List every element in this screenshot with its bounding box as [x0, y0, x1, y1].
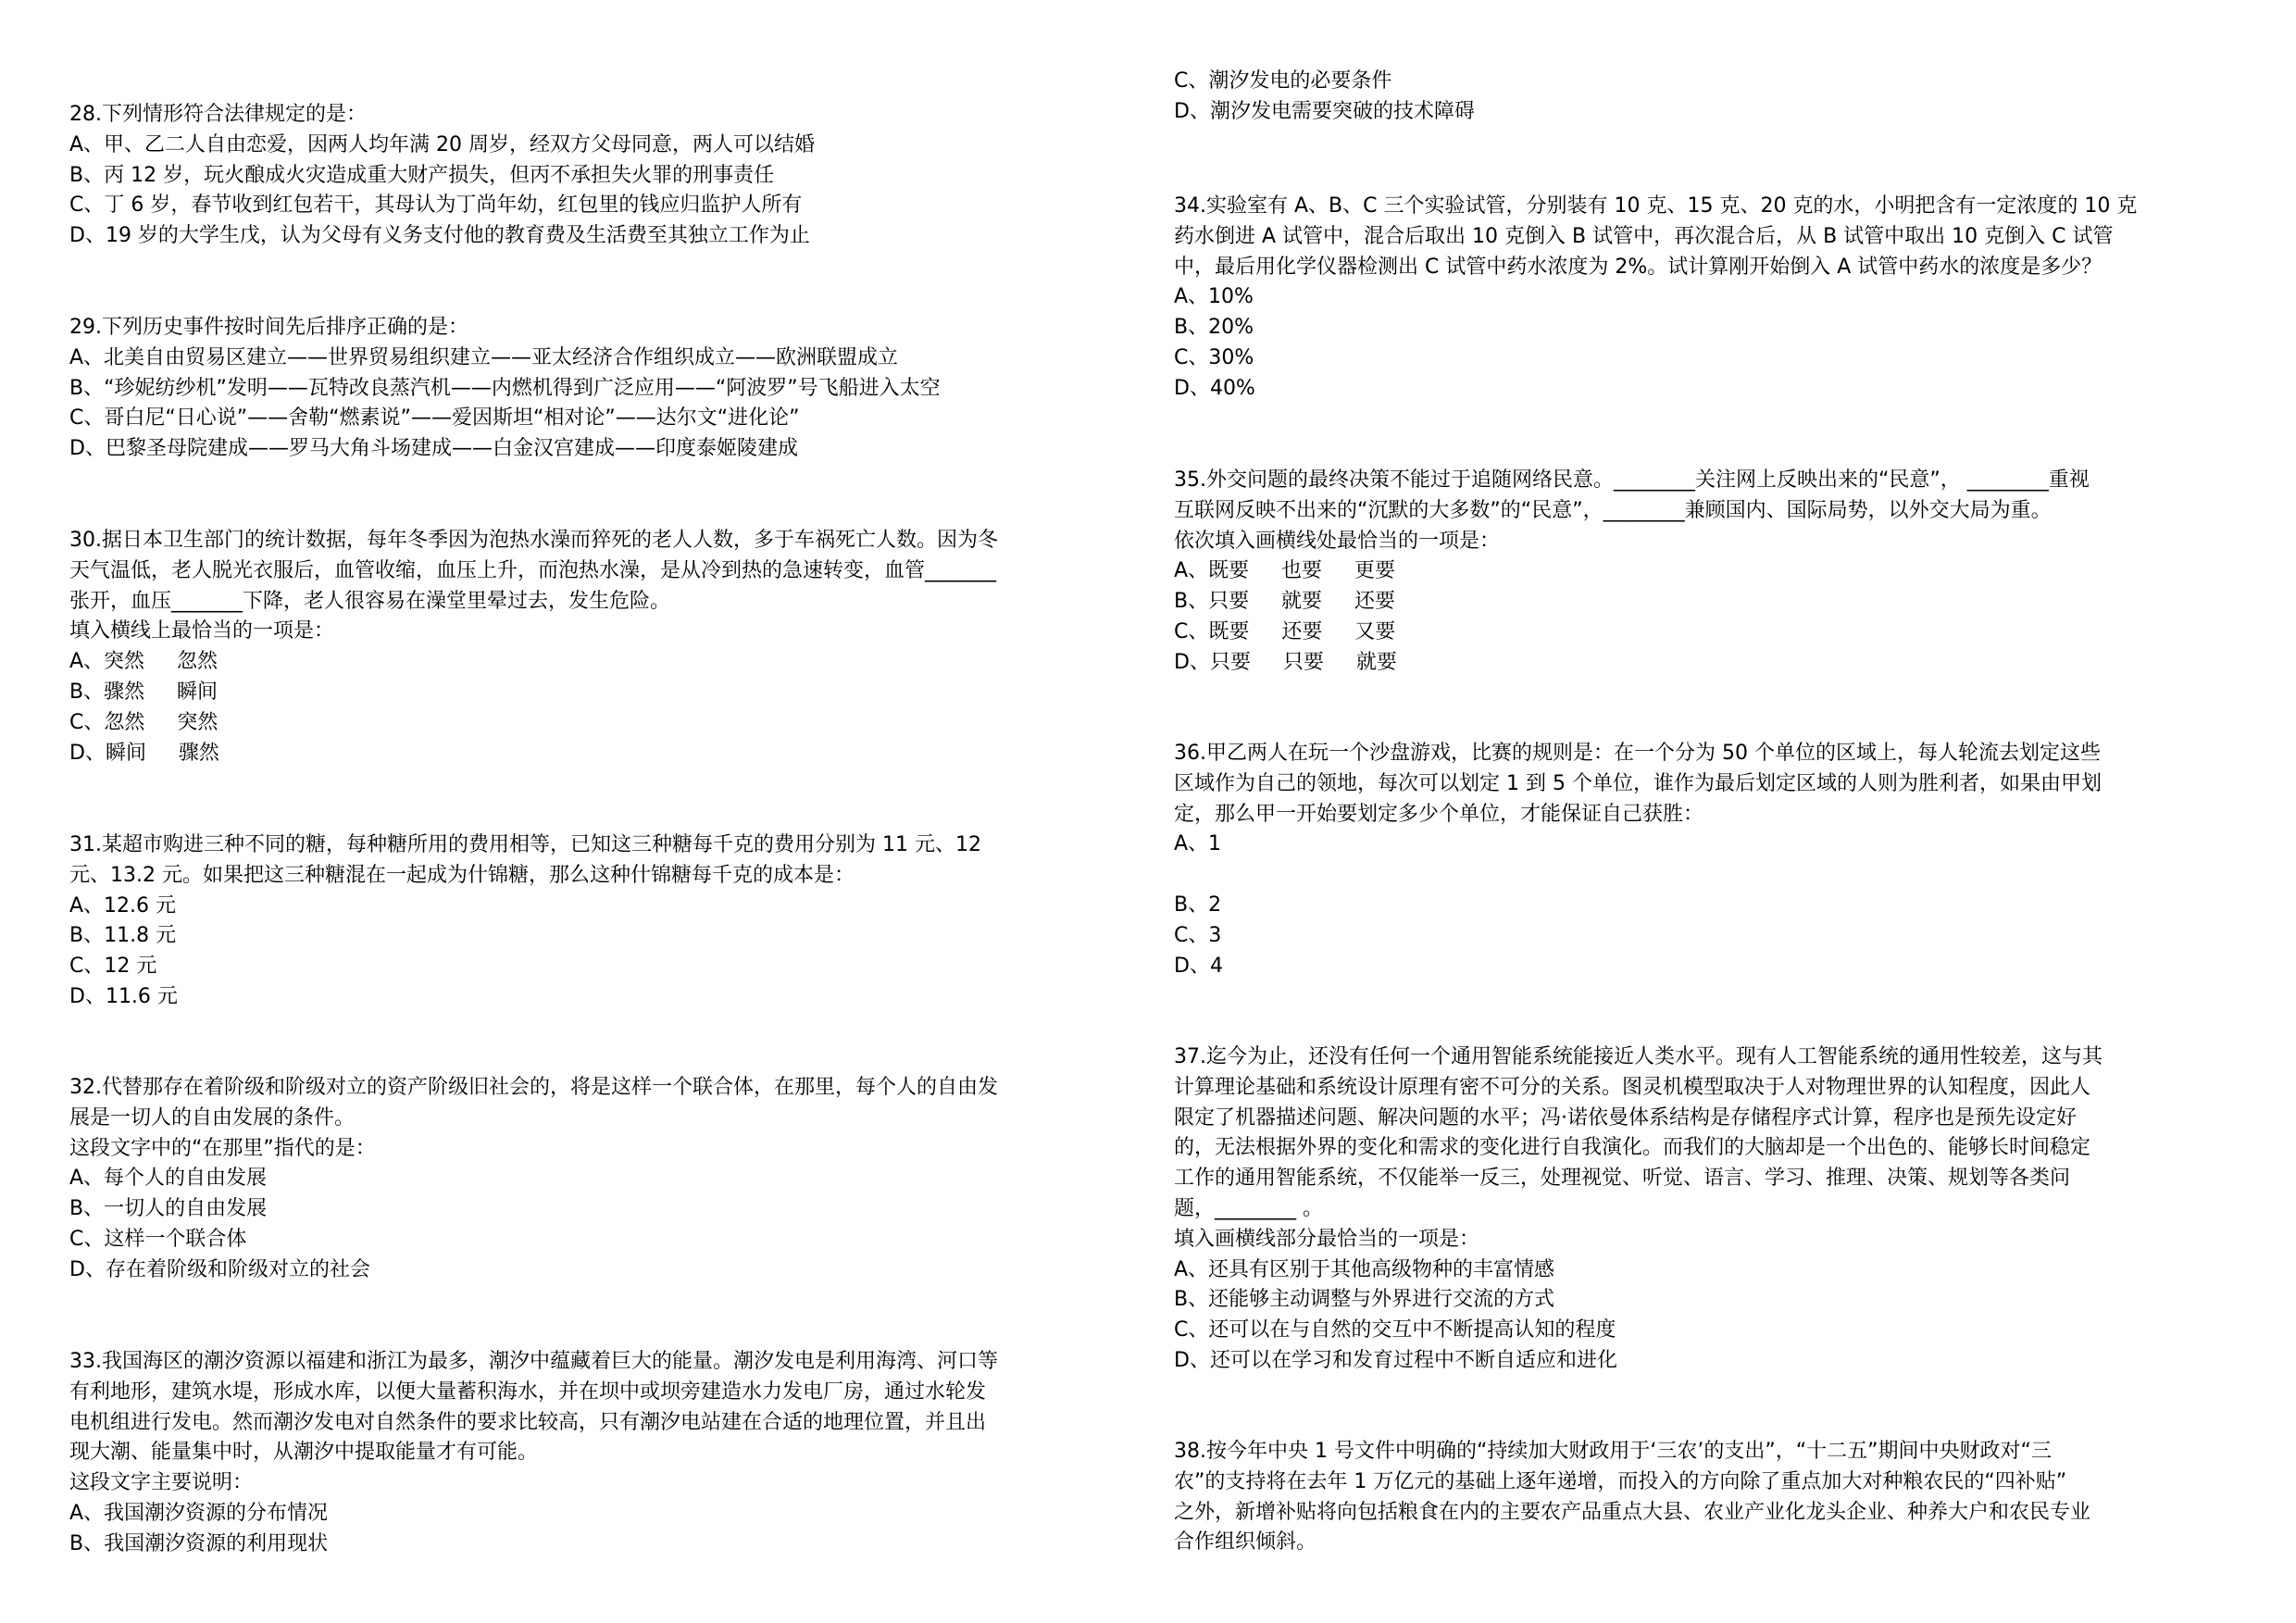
question-text-line: 填入画横线部分最恰当的一项是： — [1174, 1227, 1480, 1251]
question-stem-line: 28.下列情形符合法律规定的是： — [69, 103, 367, 126]
question-text-line: 区域作为自己的领地，每次可以划定 1 到 5 个单位，谁作为最后划定区域的人则为胜利者，如果由甲划 — [1174, 771, 2102, 795]
question-stem-line: 30.据日本卫生部门的统计数据，每年冬季因为泡热水澡而猝死的老人人数，多于车祸死亡人数。因为冬 — [69, 529, 998, 552]
question-text-line: B、“珍妮纺纱机”发明——瓦特改良蒸汽机——内燃机得到广泛应用——“阿波罗”号飞船进入太空 — [69, 376, 941, 400]
question-text-line: D、4 — [1174, 954, 1223, 978]
question-text-line: D、巴黎圣母院建成——罗马大角斗场建成——白金汉宫建成——印度泰姬陵建成 — [69, 437, 798, 461]
question-text-line: 中，最后用化学仪器检测出 C 试管中药水浓度为 2%。试计算刚开始倒入 A 试管中药水的浓度是多少？ — [1174, 255, 2103, 279]
question-text-line: D、存在着阶级和阶级对立的社会 — [69, 1257, 370, 1281]
question-text-line: C、哥白尼“日心说”——舍勒“燃素说”——爱因斯坦“相对论”——达尔文“进化论” — [69, 406, 800, 431]
question-text-line: A、突然 忽然 — [69, 650, 218, 674]
question-text-line: B、骤然 瞬间 — [69, 680, 218, 704]
question-stem-line: 38.按今年中央 1 号文件中明确的“持续加大财政用于‘三农’的支出”，“十二五”期间中央财政对“三 — [1174, 1440, 2052, 1463]
question-text-line: B、一切人的自由发展 — [69, 1197, 268, 1221]
question-text-line: D、瞬间 骤然 — [69, 741, 219, 765]
question-text-line: C、忽然 突然 — [69, 710, 218, 734]
question-text-line: C、还可以在与自然的交互中不断提高认知的程度 — [1174, 1318, 1616, 1342]
question-text-line: 展是一切人的自由发展的条件。 — [69, 1105, 356, 1130]
question-text-line: 有利地形，建筑水堤，形成水库，以便大量蓄积海水，并在坝中或坝旁建造水力发电厂房，通过水轮发 — [69, 1380, 987, 1404]
question-text-line: A、每个人的自由发展 — [69, 1167, 268, 1191]
question-stem-line: 36.甲乙两人在玩一个沙盘游戏，比赛的规则是：在一个分为 50 个单位的区域上，每人轮流去划定这些 — [1174, 742, 2101, 765]
question-text-line: A、10% — [1174, 285, 1254, 309]
question-stem-line: 29.下列历史事件按时间先后排序正确的是： — [69, 316, 468, 339]
question-stem-line: 31.某超市购进三种不同的糖，每种糖所用的费用相等，已知这三种糖每千克的费用分别为 11 元、12 — [69, 833, 981, 856]
question-text-line: A、还具有区别于其他高级物种的丰富情感 — [1174, 1257, 1555, 1281]
question-text-line: 限定了机器描述问题、解决问题的水平；冯·诺依曼体系结构是存储程序式计算，程序也是预先设定好 — [1174, 1105, 2077, 1130]
question-text-line: D、还可以在学习和发育过程中不断自适应和进化 — [1174, 1349, 1617, 1372]
question-text-line: 互联网反映不出来的“沉默的大多数”的“民意”，________兼顾国内、国际局势，以外交大局为重。 — [1174, 498, 2052, 522]
question-text-line: A、1 — [1174, 832, 1222, 856]
question-text-line: B、20% — [1174, 316, 1254, 340]
question-text-line: 这段文字中的“在那里”指代的是： — [69, 1136, 376, 1160]
question-text-line: D、只要 只要 就要 — [1174, 650, 1397, 674]
question-stem-line: C、潮汐发电的必要条件 — [1174, 69, 1392, 93]
question-text-line: A、甲、乙二人自由恋爱，因两人均年满 20 周岁，经双方父母同意，两人可以结婚 — [69, 132, 816, 156]
question-stem-line: 34.实验室有 A、B、C 三个实验试管，分别装有 10 克、15 克、20 克的水，小明把含有一定浓度的 10 克 — [1174, 194, 2138, 218]
question-text-line: 工作的通用智能系统，不仅能举一反三，处理视觉、听觉、语言、学习、推理、决策、规划等各类问 — [1174, 1167, 2071, 1191]
question-text-line: A、12.6 元 — [69, 893, 177, 918]
question-text-line: C、12 元 — [69, 955, 157, 979]
question-text-line: C、3 — [1174, 923, 1222, 947]
question-text-line: 现大潮、能量集中时，从潮汐中提取能量才有可能。 — [69, 1441, 539, 1465]
question-text-line: D、40% — [1174, 376, 1255, 400]
question-text-line: 合作组织倾斜。 — [1174, 1530, 1317, 1554]
question-text-line: 填入横线上最恰当的一项是： — [69, 619, 335, 643]
question-text-line: 计算理论基础和系统设计原理有密不可分的关系。图灵机模型取决于人对物理世界的认知程度，因此人 — [1174, 1075, 2091, 1099]
question-text-line: 题，________ 。 — [1174, 1197, 1323, 1220]
question-text-line: D、19 岁的大学生戊，认为父母有义务支付他的教育费及生活费至其独立工作为止 — [69, 224, 810, 248]
question-text-line: C、既要 还要 又要 — [1174, 620, 1396, 643]
question-text-line: 电机组进行发电。然而潮汐发电对自然条件的要求比较高，只有潮汐电站建在合适的地理位置，并且出 — [69, 1410, 987, 1434]
question-text-line: 元、13.2 元。如果把这三种糖混在一起成为什锦糖，那么这种什锦糖每千克的成本是： — [69, 863, 855, 887]
question-text-line: 之外，新增补贴将向包括粮食在内的主要农产品重点大县、农业产业化龙头企业、种养大户和农民专业 — [1174, 1500, 2091, 1524]
question-text-line: 药水倒进 A 试管中，混合后取出 10 克倒入 B 试管中，再次混合后，从 B 试管中取出 10 克倒入 C 试管 — [1174, 224, 2114, 248]
question-text-line: A、我国潮汐资源的分布情况 — [69, 1502, 329, 1525]
question-text-line: B、2 — [1174, 893, 1222, 917]
question-text-line: C、30% — [1174, 346, 1254, 369]
question-text-line: A、北美自由贸易区建立——世界贸易组织建立——亚太经济合作组织成立——欧洲联盟成立 — [69, 345, 899, 369]
question-text-line: D、11.6 元 — [69, 985, 178, 1008]
question-stem-line: 32.代替那存在着阶级和阶级对立的资产阶级旧社会的，将是这样一个联合体，在那里，每个人的自由发 — [69, 1076, 998, 1099]
question-stem-line: 35.外交问题的最终决策不能过于追随网络民意。________关注网上反映出来的“民意”， ________重视 — [1174, 468, 2090, 492]
question-stem-line: 37.迄今为止，还没有任何一个通用智能系统能接近人类水平。现有人工智能系统的通用性较差，这与其 — [1174, 1045, 2103, 1068]
question-text-line: 农”的支持将在去年 1 万亿元的基础上逐年递增，而投入的方向除了重点加大对种粮农民的“四补贴” — [1174, 1469, 2067, 1493]
question-text-line: B、还能够主动调整与外界进行交流的方式 — [1174, 1288, 1555, 1312]
question-text-line: C、丁 6 岁，春节收到红包若干，其母认为丁尚年幼，红包里的钱应归监护人所有 — [69, 194, 803, 218]
question-text-line: 这段文字主要说明： — [69, 1471, 254, 1495]
question-text-line: 定，那么甲一开始要划定多少个单位，才能保证自己获胜： — [1174, 802, 1704, 826]
question-stem-line: 33.我国海区的潮汐资源以福建和浙江为最多，潮汐中蕴藏着巨大的能量。潮汐发电是利用海湾、河口等 — [69, 1350, 998, 1373]
question-text-line: B、我国潮汐资源的利用现状 — [69, 1531, 329, 1555]
question-text-line: A、既要 也要 更要 — [1174, 559, 1395, 583]
question-text-line: D、潮汐发电需要突破的技术障碍 — [1174, 99, 1475, 123]
question-text-line: B、11.8 元 — [69, 924, 177, 948]
question-text-line: C、这样一个联合体 — [69, 1228, 247, 1251]
question-text-line: 张开，血压_______下降，老人很容易在澡堂里晕过去，发生危险。 — [69, 589, 671, 613]
question-text-line: B、丙 12 岁，玩火酿成火灾造成重大财产损失，但丙不承担失火罪的刑事责任 — [69, 163, 775, 187]
question-text-line: B、只要 就要 还要 — [1174, 590, 1396, 614]
question-text-line: 天气温低，老人脱光衣服后，血管收缩，血压上升，而泡热水澡，是从冷到热的急速转变，血管_______ — [69, 558, 997, 582]
question-text-line: 的，无法根据外界的变化和需求的变化进行自我演化。而我们的大脑却是一个出色的、能够长时间稳定 — [1174, 1136, 2091, 1160]
question-text-line: 依次填入画横线处最恰当的一项是： — [1174, 529, 1501, 553]
